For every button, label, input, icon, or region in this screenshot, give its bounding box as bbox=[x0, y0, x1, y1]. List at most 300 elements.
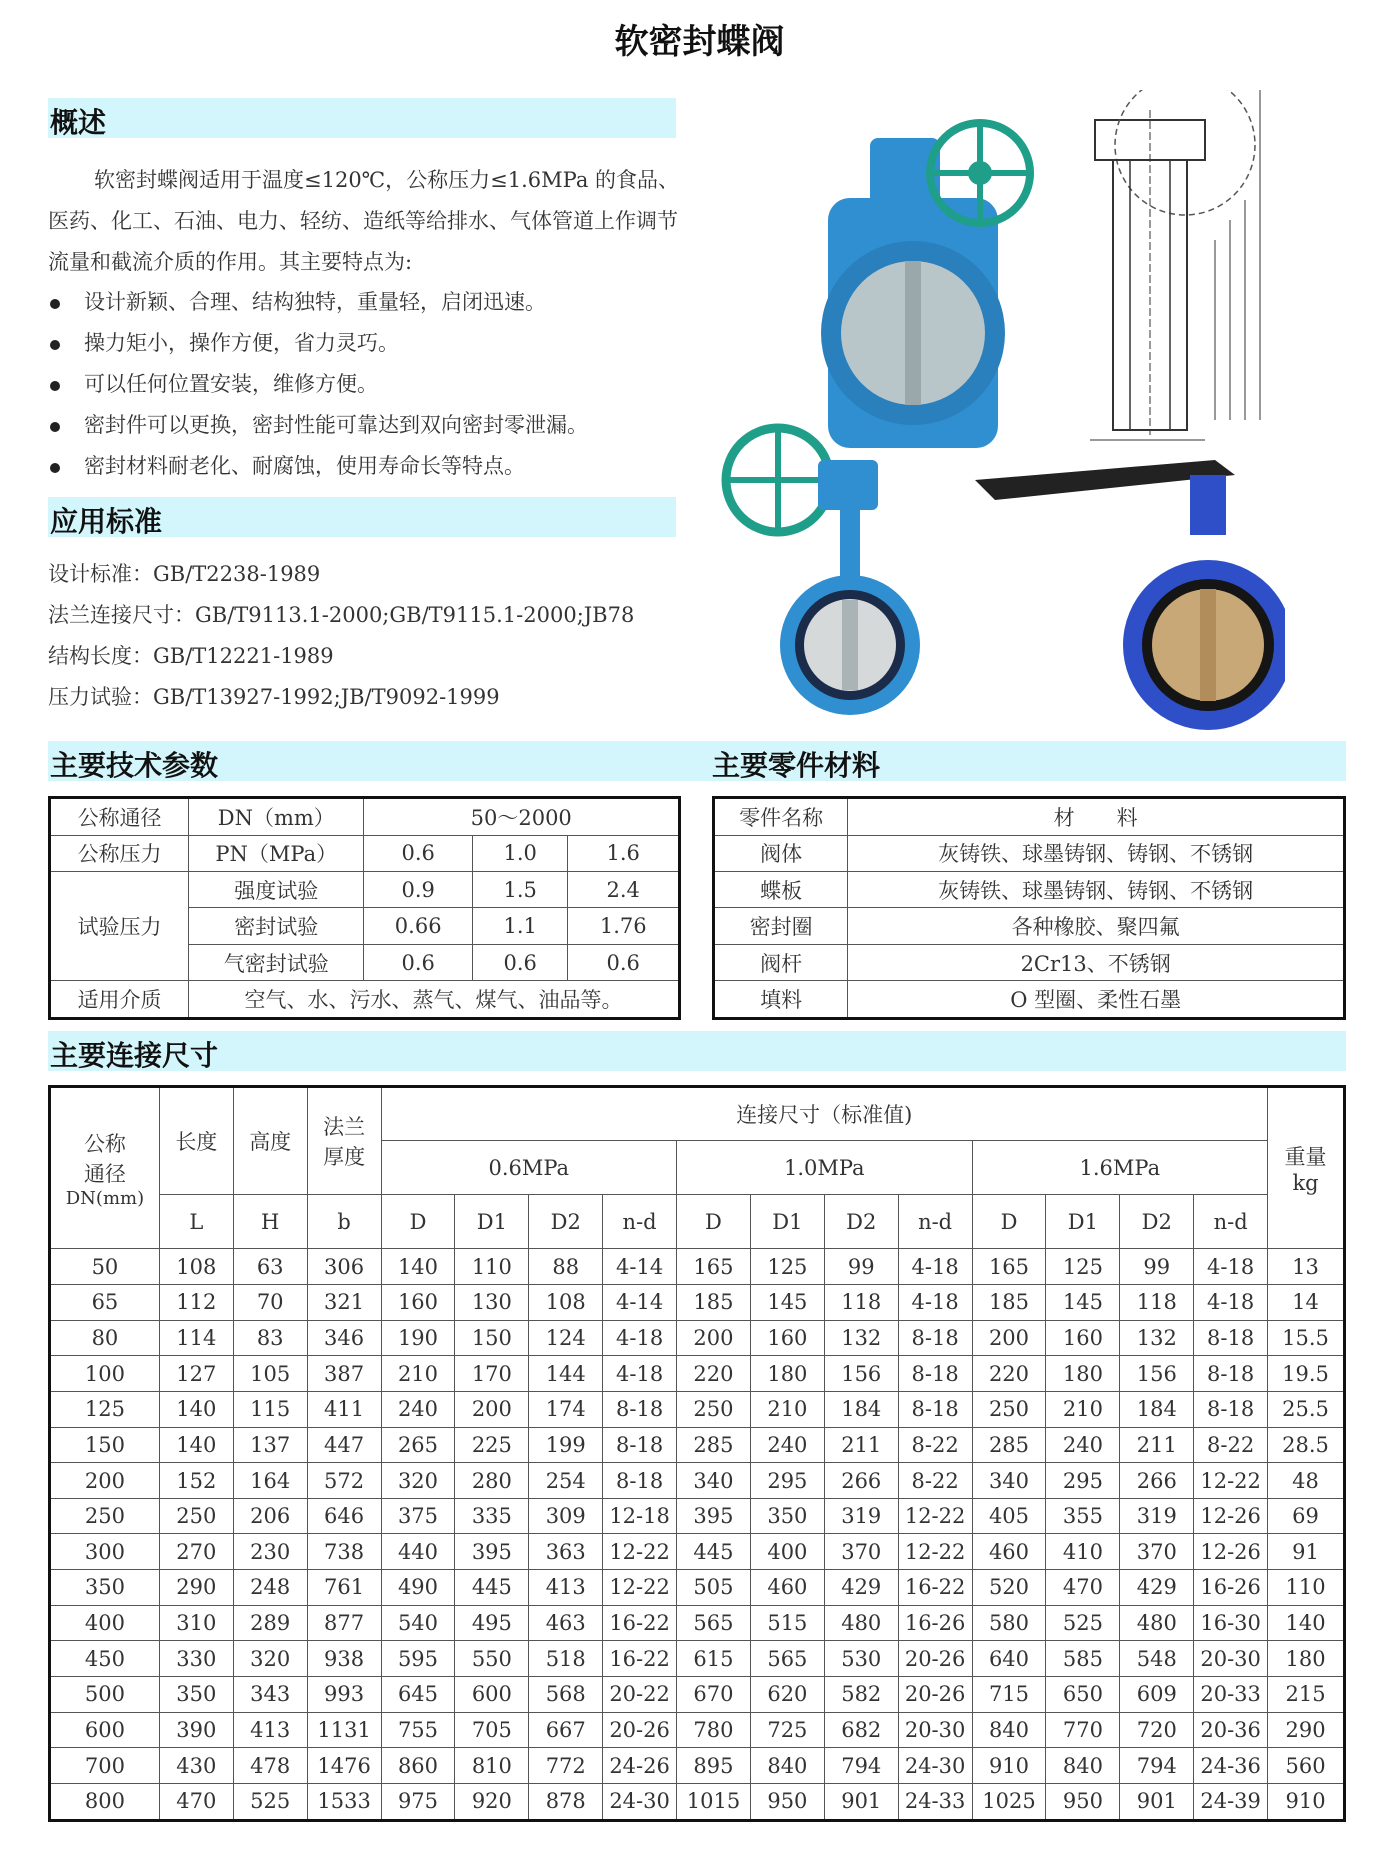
table-cell: 65 bbox=[50, 1285, 160, 1321]
table-cell: 700 bbox=[50, 1748, 160, 1784]
table-cell: 170 bbox=[455, 1356, 529, 1392]
header-weight bbox=[1268, 1087, 1345, 1249]
table-cell: 667 bbox=[529, 1712, 603, 1748]
table-cell: 8-18 bbox=[1194, 1356, 1268, 1392]
table-cell: 阀体 bbox=[714, 835, 848, 871]
table-cell: 355 bbox=[1046, 1498, 1120, 1534]
table-cell: 400 bbox=[50, 1605, 160, 1641]
subheader-cell: D bbox=[381, 1195, 455, 1249]
table-cell: 340 bbox=[677, 1463, 751, 1499]
table-cell: 920 bbox=[455, 1783, 529, 1820]
subheader-cell: D2 bbox=[529, 1195, 603, 1249]
subheader-cell: D1 bbox=[455, 1195, 529, 1249]
table-cell: 24-30 bbox=[603, 1783, 677, 1820]
table-cell: 525 bbox=[1046, 1605, 1120, 1641]
table-header-row bbox=[50, 1087, 1345, 1141]
table-cell: 24-39 bbox=[1194, 1783, 1268, 1820]
table-cell: 0.6 bbox=[364, 944, 473, 980]
table-cell: 540 bbox=[381, 1605, 455, 1641]
table-cell: 16-22 bbox=[603, 1605, 677, 1641]
table-cell: 20-26 bbox=[898, 1641, 972, 1677]
table-cell: 1.1 bbox=[472, 908, 568, 944]
table-cell: 88 bbox=[529, 1249, 603, 1285]
table-cell: 250 bbox=[677, 1391, 751, 1427]
materials-heading: 主要零件材料 bbox=[712, 749, 881, 782]
table-cell: 755 bbox=[381, 1712, 455, 1748]
header-pressure-06: 0.6MPa bbox=[381, 1141, 676, 1195]
header-text: 通径 bbox=[83, 1161, 126, 1186]
table-cell: 132 bbox=[1120, 1320, 1194, 1356]
table-cell: 450 bbox=[50, 1641, 160, 1677]
table-cell: 860 bbox=[381, 1748, 455, 1784]
table-cell: 530 bbox=[824, 1641, 898, 1677]
table-cell: 99 bbox=[824, 1249, 898, 1285]
table-cell: 640 bbox=[972, 1641, 1046, 1677]
subheader-cell: n-d bbox=[603, 1195, 677, 1249]
table-cell: 840 bbox=[750, 1748, 824, 1784]
table-cell: 460 bbox=[750, 1570, 824, 1606]
table-cell: 4-18 bbox=[898, 1285, 972, 1321]
table-cell: 140 bbox=[1268, 1605, 1345, 1641]
table-cell: 445 bbox=[677, 1534, 751, 1570]
table-cell: 112 bbox=[159, 1285, 233, 1321]
table-cell: 715 bbox=[972, 1676, 1046, 1712]
table-cell: 50～2000 bbox=[364, 798, 680, 836]
table-cell: 445 bbox=[455, 1570, 529, 1606]
subheader-cell: D2 bbox=[1120, 1195, 1194, 1249]
table-cell: 938 bbox=[307, 1641, 381, 1677]
table-cell: 295 bbox=[1046, 1463, 1120, 1499]
table-cell: 180 bbox=[750, 1356, 824, 1392]
dims-heading-bar bbox=[48, 1031, 1346, 1071]
table-cell: 1.6 bbox=[568, 835, 680, 871]
table-cell: 650 bbox=[1046, 1676, 1120, 1712]
table-cell: 20-26 bbox=[898, 1676, 972, 1712]
table-cell: 20-33 bbox=[1194, 1676, 1268, 1712]
table-cell: 各种橡胶、聚四氟 bbox=[848, 908, 1345, 944]
table-cell: 8-18 bbox=[1194, 1320, 1268, 1356]
list-item: 密封材料耐老化、耐腐蚀，使用寿命长等特点。 bbox=[48, 446, 688, 487]
table-cell: 470 bbox=[1046, 1570, 1120, 1606]
table-row bbox=[50, 1641, 1345, 1677]
table-row bbox=[50, 1463, 1345, 1499]
table-cell: 350 bbox=[159, 1676, 233, 1712]
table-row bbox=[50, 1748, 1345, 1784]
table-cell: 343 bbox=[233, 1676, 307, 1712]
table-cell: 15.5 bbox=[1268, 1320, 1345, 1356]
table-cell: 4-18 bbox=[1194, 1285, 1268, 1321]
header-pressure-10: 1.0MPa bbox=[677, 1141, 973, 1195]
table-cell: 124 bbox=[529, 1320, 603, 1356]
table-cell: 993 bbox=[307, 1676, 381, 1712]
tech-params-table bbox=[48, 796, 681, 1020]
table-cell: 520 bbox=[972, 1570, 1046, 1606]
table-cell: 266 bbox=[824, 1463, 898, 1499]
table-cell: 16-26 bbox=[1194, 1570, 1268, 1606]
table-cell: 265 bbox=[381, 1427, 455, 1463]
table-cell: 密封圈 bbox=[714, 908, 848, 944]
table-cell: 8-18 bbox=[603, 1463, 677, 1499]
table-cell: PN（MPa） bbox=[189, 835, 364, 871]
table-cell: 1015 bbox=[677, 1783, 751, 1820]
table-cell: 490 bbox=[381, 1570, 455, 1606]
table-cell: 156 bbox=[824, 1356, 898, 1392]
table-cell: 16-22 bbox=[603, 1641, 677, 1677]
table-cell: 2Cr13、不锈钢 bbox=[848, 944, 1345, 980]
table-row bbox=[50, 1285, 1345, 1321]
table-cell: 495 bbox=[455, 1605, 529, 1641]
list-item: 密封件可以更换，密封性能可靠达到双向密封零泄漏。 bbox=[48, 405, 688, 446]
table-cell: 125 bbox=[50, 1391, 160, 1427]
table-row bbox=[50, 798, 680, 836]
materials-table bbox=[712, 796, 1346, 1020]
subheader-cell: H bbox=[233, 1195, 307, 1249]
table-cell: 152 bbox=[159, 1463, 233, 1499]
standard-pressure-test: 压力试验：GB/T13927-1992;JB/T9092-1999 bbox=[48, 685, 500, 709]
table-cell: 300 bbox=[50, 1534, 160, 1570]
table-subheader-row bbox=[50, 1195, 1345, 1249]
table-cell: 165 bbox=[972, 1249, 1046, 1285]
table-cell: 525 bbox=[233, 1783, 307, 1820]
table-cell: 646 bbox=[307, 1498, 381, 1534]
table-cell: 210 bbox=[381, 1356, 455, 1392]
table-row bbox=[50, 1605, 1345, 1641]
header-flange-thickness bbox=[307, 1087, 381, 1195]
table-cell: 0.66 bbox=[364, 908, 473, 944]
table-cell: 180 bbox=[1046, 1356, 1120, 1392]
table-cell: 720 bbox=[1120, 1712, 1194, 1748]
subheader-cell: D bbox=[677, 1195, 751, 1249]
table-cell: 空气、水、污水、蒸气、煤气、油品等。 bbox=[189, 981, 680, 1019]
table-cell: 429 bbox=[824, 1570, 898, 1606]
table-cell: 4-18 bbox=[1194, 1249, 1268, 1285]
header-height: 高度 bbox=[233, 1087, 307, 1195]
tech-heading: 主要技术参数 bbox=[50, 749, 219, 782]
table-cell: 321 bbox=[307, 1285, 381, 1321]
header-pressure-16: 1.6MPa bbox=[972, 1141, 1268, 1195]
overview-heading: 概述 bbox=[50, 106, 107, 139]
table-cell: 250 bbox=[159, 1498, 233, 1534]
table-cell: 48 bbox=[1268, 1463, 1345, 1499]
table-row bbox=[714, 908, 1345, 944]
table-cell: 310 bbox=[159, 1605, 233, 1641]
table-cell: 240 bbox=[750, 1427, 824, 1463]
table-cell: 8-18 bbox=[898, 1356, 972, 1392]
table-cell: 405 bbox=[972, 1498, 1046, 1534]
subheader-cell: D bbox=[972, 1195, 1046, 1249]
table-cell: 20-22 bbox=[603, 1676, 677, 1712]
table-row bbox=[714, 835, 1345, 871]
table-cell: 19.5 bbox=[1268, 1356, 1345, 1392]
table-row bbox=[714, 944, 1345, 980]
table-cell: 877 bbox=[307, 1605, 381, 1641]
subheader-cell: D1 bbox=[750, 1195, 824, 1249]
table-cell: 零件名称 bbox=[714, 798, 848, 836]
table-cell: 346 bbox=[307, 1320, 381, 1356]
table-cell: 160 bbox=[1046, 1320, 1120, 1356]
table-cell: 灰铸铁、球墨铸钢、铸钢、不锈钢 bbox=[848, 872, 1345, 908]
table-cell: 600 bbox=[50, 1712, 160, 1748]
table-cell: 682 bbox=[824, 1712, 898, 1748]
table-cell: 390 bbox=[159, 1712, 233, 1748]
table-cell: 515 bbox=[750, 1605, 824, 1641]
table-cell: 480 bbox=[1120, 1605, 1194, 1641]
table-cell: 20-30 bbox=[898, 1712, 972, 1748]
table-cell: 200 bbox=[50, 1463, 160, 1499]
table-cell: 130 bbox=[455, 1285, 529, 1321]
table-cell: 12-22 bbox=[603, 1534, 677, 1570]
table-cell: 8-18 bbox=[898, 1320, 972, 1356]
table-cell: 填料 bbox=[714, 981, 848, 1019]
table-cell: 1533 bbox=[307, 1783, 381, 1820]
table-cell: 118 bbox=[824, 1285, 898, 1321]
table-row bbox=[50, 1676, 1345, 1712]
table-cell: 738 bbox=[307, 1534, 381, 1570]
table-cell: 185 bbox=[677, 1285, 751, 1321]
table-cell: 12-22 bbox=[603, 1570, 677, 1606]
header-text: kg bbox=[1292, 1171, 1319, 1196]
table-cell: 400 bbox=[750, 1534, 824, 1570]
table-cell: 572 bbox=[307, 1463, 381, 1499]
table-cell: 330 bbox=[159, 1641, 233, 1677]
table-cell: 1476 bbox=[307, 1748, 381, 1784]
table-cell: 460 bbox=[972, 1534, 1046, 1570]
table-cell: 950 bbox=[1046, 1783, 1120, 1820]
table-cell: 185 bbox=[972, 1285, 1046, 1321]
table-cell: 230 bbox=[233, 1534, 307, 1570]
table-cell: 12-22 bbox=[1194, 1463, 1268, 1499]
table-cell: 140 bbox=[159, 1427, 233, 1463]
table-cell: 478 bbox=[233, 1748, 307, 1784]
table-cell: 24-30 bbox=[898, 1748, 972, 1784]
table-cell: 387 bbox=[307, 1356, 381, 1392]
table-cell: 150 bbox=[50, 1427, 160, 1463]
standard-flange: 法兰连接尺寸：GB/T9113.1-2000;GB/T9115.1-2000;JB78 bbox=[48, 603, 635, 627]
subheader-cell: n-d bbox=[898, 1195, 972, 1249]
header-connection: 连接尺寸（标准值) bbox=[381, 1087, 1268, 1141]
table-cell: 609 bbox=[1120, 1676, 1194, 1712]
table-cell: 125 bbox=[1046, 1249, 1120, 1285]
table-cell: 12-22 bbox=[898, 1534, 972, 1570]
header-text: 厚度 bbox=[323, 1145, 366, 1170]
table-cell: 210 bbox=[1046, 1391, 1120, 1427]
table-cell: 411 bbox=[307, 1391, 381, 1427]
standards-heading: 应用标准 bbox=[50, 505, 163, 538]
table-row bbox=[714, 872, 1345, 908]
table-cell: 63 bbox=[233, 1249, 307, 1285]
table-cell: 895 bbox=[677, 1748, 751, 1784]
table-cell: 184 bbox=[824, 1391, 898, 1427]
table-cell: 阀杆 bbox=[714, 944, 848, 980]
table-cell: 190 bbox=[381, 1320, 455, 1356]
table-cell: 24-36 bbox=[1194, 1748, 1268, 1784]
header-length: 长度 bbox=[159, 1087, 233, 1195]
table-cell: 114 bbox=[159, 1320, 233, 1356]
list-item: 操力矩小，操作方便，省力灵巧。 bbox=[48, 323, 688, 364]
feature-list bbox=[48, 282, 688, 487]
table-cell: 480 bbox=[824, 1605, 898, 1641]
table-cell: 266 bbox=[1120, 1463, 1194, 1499]
table-row bbox=[50, 1783, 1345, 1820]
table-cell: 199 bbox=[529, 1427, 603, 1463]
table-cell: 240 bbox=[1046, 1427, 1120, 1463]
table-cell: 370 bbox=[1120, 1534, 1194, 1570]
table-cell: 319 bbox=[824, 1498, 898, 1534]
table-cell: 375 bbox=[381, 1498, 455, 1534]
table-cell: 12-26 bbox=[1194, 1534, 1268, 1570]
table-cell: 206 bbox=[233, 1498, 307, 1534]
table-cell: 705 bbox=[455, 1712, 529, 1748]
valve-dimension-drawing bbox=[1085, 90, 1265, 450]
table-cell: 118 bbox=[1120, 1285, 1194, 1321]
table-cell: 91 bbox=[1268, 1534, 1345, 1570]
table-cell: 12-18 bbox=[603, 1498, 677, 1534]
table-cell: 568 bbox=[529, 1676, 603, 1712]
table-cell: 440 bbox=[381, 1534, 455, 1570]
table-cell: 565 bbox=[677, 1605, 751, 1641]
table-cell: 582 bbox=[824, 1676, 898, 1712]
table-cell: 50 bbox=[50, 1249, 160, 1285]
table-cell: 595 bbox=[381, 1641, 455, 1677]
table-cell: 150 bbox=[455, 1320, 529, 1356]
table-cell: 180 bbox=[1268, 1641, 1345, 1677]
table-row bbox=[50, 1570, 1345, 1606]
table-cell: 164 bbox=[233, 1463, 307, 1499]
header-dn bbox=[50, 1087, 160, 1249]
table-cell: 505 bbox=[677, 1570, 751, 1606]
table-cell: 气密封试验 bbox=[189, 944, 364, 980]
table-cell: 295 bbox=[750, 1463, 824, 1499]
standards-heading-bar bbox=[48, 497, 676, 537]
table-cell: 99 bbox=[1120, 1249, 1194, 1285]
table-cell: 210 bbox=[750, 1391, 824, 1427]
table-cell: 340 bbox=[972, 1463, 1046, 1499]
table-cell: 24-33 bbox=[898, 1783, 972, 1820]
table-cell: 548 bbox=[1120, 1641, 1194, 1677]
table-cell: 211 bbox=[824, 1427, 898, 1463]
overview-heading-bar bbox=[48, 98, 676, 138]
table-cell: 160 bbox=[381, 1285, 455, 1321]
table-cell: 4-14 bbox=[603, 1249, 677, 1285]
table-cell: 878 bbox=[529, 1783, 603, 1820]
table-cell: 25.5 bbox=[1268, 1391, 1345, 1427]
table-cell: 290 bbox=[1268, 1712, 1345, 1748]
table-cell: 950 bbox=[750, 1783, 824, 1820]
table-cell: 1.5 bbox=[472, 872, 568, 908]
table-cell: 615 bbox=[677, 1641, 751, 1677]
table-cell: 160 bbox=[750, 1320, 824, 1356]
table-cell: 306 bbox=[307, 1249, 381, 1285]
table-cell: 280 bbox=[455, 1463, 529, 1499]
table-cell: 670 bbox=[677, 1676, 751, 1712]
table-cell: 108 bbox=[529, 1285, 603, 1321]
table-cell: 840 bbox=[1046, 1748, 1120, 1784]
table-cell: 794 bbox=[824, 1748, 898, 1784]
table-cell: 1131 bbox=[307, 1712, 381, 1748]
table-cell: 350 bbox=[50, 1570, 160, 1606]
table-cell: 137 bbox=[233, 1427, 307, 1463]
table-cell: 248 bbox=[233, 1570, 307, 1606]
table-cell: 363 bbox=[529, 1534, 603, 1570]
table-cell: 772 bbox=[529, 1748, 603, 1784]
subheader-cell: L bbox=[159, 1195, 233, 1249]
table-cell: 910 bbox=[972, 1748, 1046, 1784]
table-cell: 蝶板 bbox=[714, 872, 848, 908]
table-cell: 410 bbox=[1046, 1534, 1120, 1570]
table-cell: 强度试验 bbox=[189, 872, 364, 908]
table-cell: 174 bbox=[529, 1391, 603, 1427]
table-cell: 12-22 bbox=[898, 1498, 972, 1534]
table-cell: 225 bbox=[455, 1427, 529, 1463]
table-cell: 395 bbox=[677, 1498, 751, 1534]
table-cell: 560 bbox=[1268, 1748, 1345, 1784]
table-cell: 24-26 bbox=[603, 1748, 677, 1784]
table-cell: 1.76 bbox=[568, 908, 680, 944]
table-cell: 370 bbox=[824, 1534, 898, 1570]
table-cell: 8-18 bbox=[1194, 1391, 1268, 1427]
table-cell: 645 bbox=[381, 1676, 455, 1712]
table-row bbox=[50, 1320, 1345, 1356]
table-cell: 901 bbox=[1120, 1783, 1194, 1820]
table-cell: DN（mm） bbox=[189, 798, 364, 836]
table-cell: 550 bbox=[455, 1641, 529, 1677]
table-row bbox=[50, 1356, 1345, 1392]
table-cell: 145 bbox=[750, 1285, 824, 1321]
table-cell: 127 bbox=[159, 1356, 233, 1392]
table-cell: 215 bbox=[1268, 1676, 1345, 1712]
table-cell: 463 bbox=[529, 1605, 603, 1641]
table-cell: 254 bbox=[529, 1463, 603, 1499]
subheader-cell: D1 bbox=[1046, 1195, 1120, 1249]
table-cell: 335 bbox=[455, 1498, 529, 1534]
table-cell: 184 bbox=[1120, 1391, 1194, 1427]
wafer-butterfly-valve-lever-image bbox=[975, 455, 1285, 745]
table-cell: 16-22 bbox=[898, 1570, 972, 1606]
table-cell: 115 bbox=[233, 1391, 307, 1427]
page-title: 软密封蝶阀 bbox=[614, 22, 785, 62]
table-cell: 83 bbox=[233, 1320, 307, 1356]
header-text: 公称 bbox=[83, 1131, 126, 1156]
table-cell: 100 bbox=[50, 1356, 160, 1392]
flanged-butterfly-valve-image bbox=[810, 118, 1040, 458]
table-cell: 309 bbox=[529, 1498, 603, 1534]
table-cell: 105 bbox=[233, 1356, 307, 1392]
table-cell: 125 bbox=[750, 1249, 824, 1285]
table-cell: 20-30 bbox=[1194, 1641, 1268, 1677]
header-text: 重量 bbox=[1284, 1145, 1327, 1170]
table-cell: 试验压力 bbox=[50, 872, 189, 981]
table-cell: 8-22 bbox=[1194, 1427, 1268, 1463]
table-cell: 4-18 bbox=[898, 1249, 972, 1285]
table-cell: 270 bbox=[159, 1534, 233, 1570]
table-row bbox=[50, 1498, 1345, 1534]
table-cell: 8-18 bbox=[898, 1391, 972, 1427]
table-cell: 810 bbox=[455, 1748, 529, 1784]
table-cell: 285 bbox=[677, 1427, 751, 1463]
list-item: 可以任何位置安装，维修方便。 bbox=[48, 364, 688, 405]
table-cell: 565 bbox=[750, 1641, 824, 1677]
table-cell: 794 bbox=[1120, 1748, 1194, 1784]
table-cell: 4-14 bbox=[603, 1285, 677, 1321]
table-cell: 901 bbox=[824, 1783, 898, 1820]
list-item: 设计新颖、合理、结构独特，重量轻，启闭迅速。 bbox=[48, 282, 688, 323]
standard-length: 结构长度：GB/T12221-1989 bbox=[48, 644, 334, 668]
table-row bbox=[50, 1249, 1345, 1285]
overview-text: 软密封蝶阀适用于温度≤120℃，公称压力≤1.6MPa 的食品、医药、化工、石油、电力、轻纺、造纸等给排水、气体管道上作调节流量和截流介质的作用。其主要特点为: bbox=[48, 168, 680, 274]
table-cell: 12-26 bbox=[1194, 1498, 1268, 1534]
table-cell: 165 bbox=[677, 1249, 751, 1285]
table-cell: 200 bbox=[972, 1320, 1046, 1356]
